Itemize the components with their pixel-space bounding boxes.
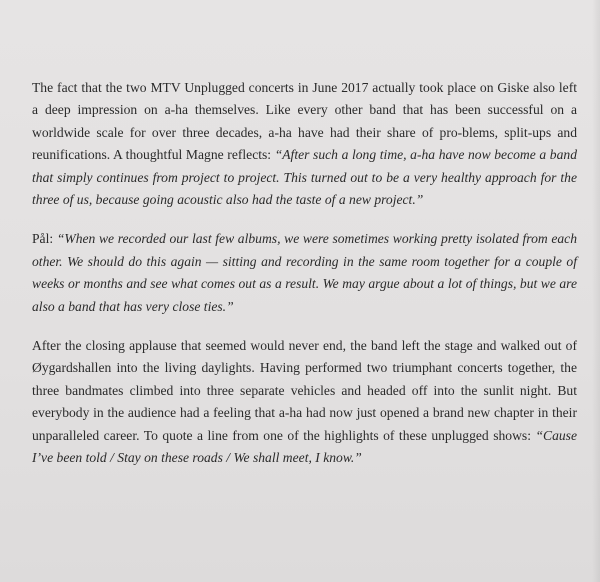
paragraph-pal-quote <box>32 228 577 318</box>
paragraph-closing <box>32 335 577 469</box>
song-lyric-quote: “Cause I’ve been told / Stay on these roads / We shall meet, I know.” <box>32 427 577 466</box>
paragraph-text: After the closing applause that seemed would never end, the band left the stage and walked out of Øygardshallen into the living daylights. Having performed two triumphant concerts together, the three bandmates climbed into three separate vehicles and headed off into the sunlit night. But everybody in the audience had a feeling that a-ha had now just opened a brand new chapter in their unparalleled career. To quote a line from one of the highlights of these unplugged shows: <box>32 338 577 443</box>
speaker-label: Pål: <box>32 231 57 247</box>
paragraph-giske-concerts <box>32 77 577 211</box>
paragraph-text: The fact that the two MTV Unplugged concerts in June 2017 actually took place on Giske also left a deep impression on a-ha themselves. Like every other band that has been successful on a worldwide scale for over three decades, a-ha have had their share of pro-blems, split-ups and reunifications. A thoughtful Magne reflects: <box>32 80 577 163</box>
book-page-text <box>32 77 577 470</box>
pal-quote: “When we recorded our last few albums, we were sometimes working pretty isolated from each other. We should do this again — sitting and recording in the same room together for a couple of weeks or months and see what comes out as a result. We may argue about a lot of things, but we are also a band that has very close ties.” <box>32 231 578 314</box>
magne-quote: “After such a long time, a-ha have now become a band that simply continues from project to project. This turned out to be a very healthy approach for the three of us, because going acoustic also had the taste of a new project.” <box>32 147 577 208</box>
page-edge-shadow <box>592 0 600 582</box>
